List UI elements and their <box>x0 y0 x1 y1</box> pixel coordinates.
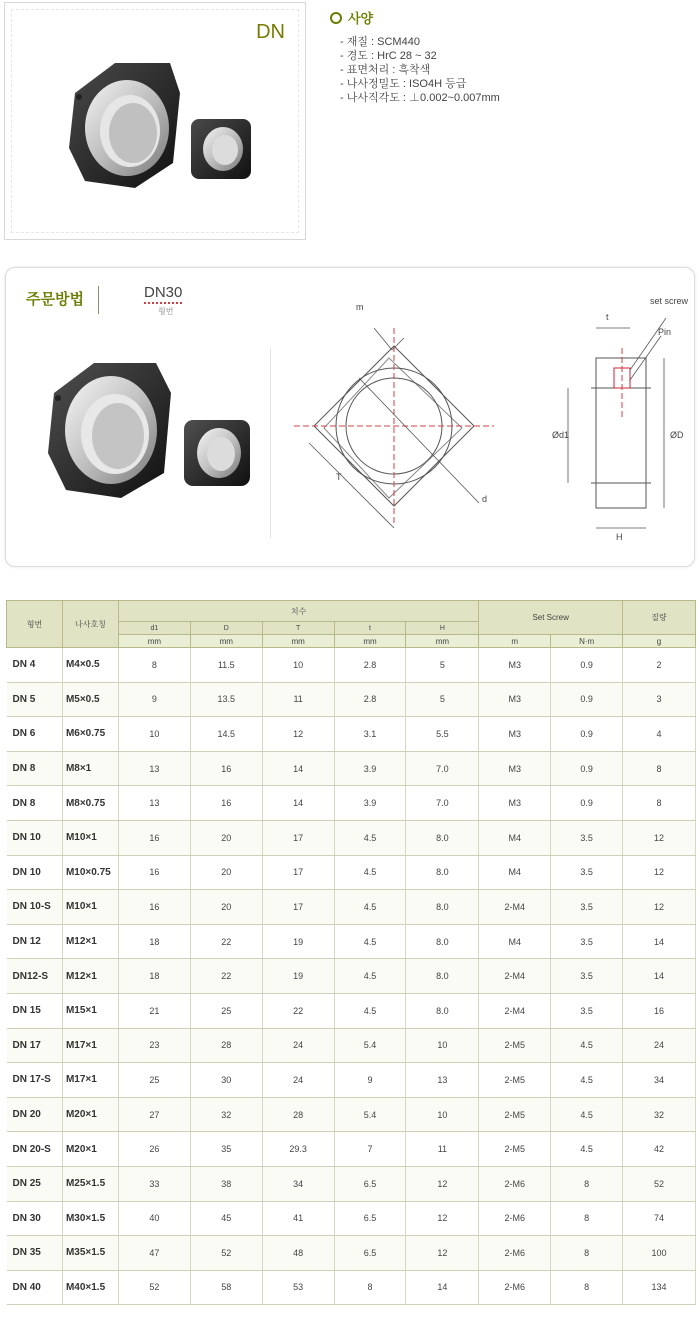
cell-T: 14 <box>262 786 334 821</box>
cell-torque: 3.5 <box>551 993 623 1028</box>
cell-D: 28 <box>190 1028 262 1063</box>
table-row <box>7 1236 696 1271</box>
cell-T: 28 <box>262 1097 334 1132</box>
cell-mass: 42 <box>623 1132 696 1167</box>
order-code-caption: 형번 <box>158 307 174 316</box>
label-set-screw: set screw <box>650 296 689 306</box>
cell-t: 8 <box>334 1270 406 1305</box>
cell-torque: 8 <box>551 1166 623 1201</box>
cell-model: DN 30 <box>7 1201 63 1236</box>
cell-T: 29.3 <box>262 1132 334 1167</box>
cell-D: 13.5 <box>190 682 262 717</box>
circle-bullet-icon <box>330 12 342 24</box>
cell-thread: M10×1 <box>62 890 118 925</box>
table-row <box>7 717 696 752</box>
cell-H: 5 <box>406 682 479 717</box>
spec-heading <box>330 8 690 27</box>
cell-screw-size: 2-M5 <box>479 1063 551 1098</box>
cell-screw-size: 2-M4 <box>479 959 551 994</box>
cell-t: 9 <box>334 1063 406 1098</box>
cell-D: 25 <box>190 993 262 1028</box>
cell-thread: M40×1.5 <box>62 1270 118 1305</box>
cell-H: 11 <box>406 1132 479 1167</box>
cell-t: 2.8 <box>334 648 406 683</box>
cell-H: 14 <box>406 1270 479 1305</box>
cell-H: 13 <box>406 1063 479 1098</box>
cell-mass: 12 <box>623 890 696 925</box>
table-row <box>7 1270 696 1305</box>
cell-torque: 8 <box>551 1270 623 1305</box>
cell-d1: 16 <box>118 855 190 890</box>
cell-mass: 2 <box>623 648 696 683</box>
cell-D: 22 <box>190 924 262 959</box>
unit-mass: g <box>623 635 696 648</box>
cell-d1: 16 <box>118 890 190 925</box>
cell-D: 35 <box>190 1132 262 1167</box>
cell-screw-size: M4 <box>479 855 551 890</box>
unit-H: mm <box>406 635 479 648</box>
cell-D: 16 <box>190 786 262 821</box>
header-mass: 질량 <box>623 601 696 635</box>
cell-T: 34 <box>262 1166 334 1201</box>
product-title: DN <box>256 21 285 43</box>
cell-torque: 4.5 <box>551 1132 623 1167</box>
cell-d1: 40 <box>118 1201 190 1236</box>
spec-item-material: - 재질 : SCM440 <box>340 35 690 49</box>
cell-screw-size: M3 <box>479 717 551 752</box>
cell-mass: 12 <box>623 820 696 855</box>
cell-t: 3.9 <box>334 751 406 786</box>
cell-model: DN 20-S <box>7 1132 63 1167</box>
cell-mass: 24 <box>623 1028 696 1063</box>
cell-screw-size: M3 <box>479 786 551 821</box>
cell-D: 22 <box>190 959 262 994</box>
spec-table <box>6 600 696 1305</box>
product-image-box <box>4 2 306 240</box>
cell-t: 6.5 <box>334 1201 406 1236</box>
cell-screw-size: M3 <box>479 648 551 683</box>
subheader-D: D <box>190 622 262 635</box>
order-method-box <box>5 267 695 567</box>
drawing-divider <box>270 348 271 538</box>
cell-mass: 100 <box>623 1236 696 1271</box>
cell-model: DN 25 <box>7 1166 63 1201</box>
cell-screw-size: 2-M5 <box>479 1132 551 1167</box>
cell-T: 24 <box>262 1028 334 1063</box>
cell-D: 52 <box>190 1236 262 1271</box>
cell-D: 30 <box>190 1063 262 1098</box>
cell-screw-size: 2-M5 <box>479 1097 551 1132</box>
cell-thread: M4×0.5 <box>62 648 118 683</box>
cell-H: 12 <box>406 1236 479 1271</box>
cell-torque: 0.9 <box>551 682 623 717</box>
cell-thread: M10×1 <box>62 820 118 855</box>
cell-thread: M25×1.5 <box>62 1166 118 1201</box>
header-dimensions: 치수 <box>118 601 478 622</box>
cell-T: 11 <box>262 682 334 717</box>
spec-list <box>340 35 690 105</box>
cell-d1: 21 <box>118 993 190 1028</box>
front-view-drawing <box>274 288 514 558</box>
cell-torque: 0.9 <box>551 717 623 752</box>
cell-d1: 18 <box>118 924 190 959</box>
cell-thread: M12×1 <box>62 924 118 959</box>
label-d1: Ød1 <box>552 430 570 440</box>
cell-d1: 13 <box>118 751 190 786</box>
cell-thread: M17×1 <box>62 1028 118 1063</box>
cell-thread: M10×0.75 <box>62 855 118 890</box>
subheader-H: H <box>406 622 479 635</box>
table-row <box>7 1132 696 1167</box>
cell-t: 4.5 <box>334 993 406 1028</box>
cell-d1: 23 <box>118 1028 190 1063</box>
cell-d1: 27 <box>118 1097 190 1132</box>
cell-d1: 52 <box>118 1270 190 1305</box>
cell-t: 3.1 <box>334 717 406 752</box>
cell-H: 7.0 <box>406 751 479 786</box>
cell-t: 6.5 <box>334 1236 406 1271</box>
cell-mass: 74 <box>623 1201 696 1236</box>
cell-thread: M8×0.75 <box>62 786 118 821</box>
subheader-t: t <box>334 622 406 635</box>
cell-D: 11.5 <box>190 648 262 683</box>
cell-screw-size: 2-M6 <box>479 1236 551 1271</box>
cell-mass: 14 <box>623 959 696 994</box>
spec-heading-text: 사양 <box>348 11 374 26</box>
table-row <box>7 855 696 890</box>
cell-t: 4.5 <box>334 855 406 890</box>
cell-D: 14.5 <box>190 717 262 752</box>
cell-t: 6.5 <box>334 1166 406 1201</box>
table-row <box>7 1166 696 1201</box>
cell-model: DN 35 <box>7 1236 63 1271</box>
cell-torque: 0.9 <box>551 786 623 821</box>
cell-H: 10 <box>406 1028 479 1063</box>
cell-model: DN12-S <box>7 959 63 994</box>
header-model: 형번 <box>7 601 63 648</box>
cell-mass: 8 <box>623 786 696 821</box>
cell-model: DN 15 <box>7 993 63 1028</box>
subheader-T: T <box>262 622 334 635</box>
cell-T: 17 <box>262 855 334 890</box>
cell-screw-size: M4 <box>479 820 551 855</box>
cell-D: 16 <box>190 751 262 786</box>
cell-t: 5.4 <box>334 1097 406 1132</box>
cell-mass: 12 <box>623 855 696 890</box>
cell-H: 12 <box>406 1201 479 1236</box>
table-row <box>7 993 696 1028</box>
cell-torque: 3.5 <box>551 855 623 890</box>
cell-mass: 4 <box>623 717 696 752</box>
spec-item-thread-precision: - 나사정밀도 : ISO4H 등급 <box>340 77 690 91</box>
cell-t: 4.5 <box>334 820 406 855</box>
table-row <box>7 924 696 959</box>
cell-torque: 4.5 <box>551 1097 623 1132</box>
cell-screw-size: 2-M4 <box>479 993 551 1028</box>
label-pin: Pin <box>658 327 672 337</box>
cell-D: 58 <box>190 1270 262 1305</box>
table-row <box>7 1028 696 1063</box>
cell-d1: 13 <box>118 786 190 821</box>
cell-t: 4.5 <box>334 959 406 994</box>
cell-model: DN 10 <box>7 855 63 890</box>
cell-T: 12 <box>262 717 334 752</box>
cell-model: DN 12 <box>7 924 63 959</box>
cell-screw-size: M3 <box>479 751 551 786</box>
cell-thread: M35×1.5 <box>62 1236 118 1271</box>
cell-t: 4.5 <box>334 890 406 925</box>
table-row <box>7 890 696 925</box>
cell-mass: 34 <box>623 1063 696 1098</box>
cell-torque: 0.9 <box>551 648 623 683</box>
cell-D: 20 <box>190 890 262 925</box>
cell-D: 45 <box>190 1201 262 1236</box>
cell-T: 24 <box>262 1063 334 1098</box>
cell-d1: 10 <box>118 717 190 752</box>
cell-thread: M15×1 <box>62 993 118 1028</box>
cell-model: DN 5 <box>7 682 63 717</box>
label-H: H <box>616 532 623 542</box>
cell-d1: 25 <box>118 1063 190 1098</box>
cell-H: 8.0 <box>406 820 479 855</box>
table-row <box>7 1097 696 1132</box>
spec-item-hardness: - 경도 : HrC 28 ~ 32 <box>340 49 690 63</box>
cell-model: DN 17 <box>7 1028 63 1063</box>
cell-torque: 3.5 <box>551 924 623 959</box>
header-set-screw: Set Screw <box>479 601 623 635</box>
cell-T: 19 <box>262 959 334 994</box>
spec-section <box>330 8 690 105</box>
cell-thread: M30×1.5 <box>62 1201 118 1236</box>
cell-d1: 47 <box>118 1236 190 1271</box>
cell-torque: 3.5 <box>551 820 623 855</box>
cell-H: 5.5 <box>406 717 479 752</box>
cell-d1: 9 <box>118 682 190 717</box>
cell-H: 10 <box>406 1097 479 1132</box>
cell-thread: M20×1 <box>62 1132 118 1167</box>
label-T: T <box>336 472 342 482</box>
cell-d1: 16 <box>118 820 190 855</box>
cell-mass: 14 <box>623 924 696 959</box>
cell-H: 8.0 <box>406 855 479 890</box>
cell-mass: 134 <box>623 1270 696 1305</box>
table-row <box>7 1201 696 1236</box>
unit-torque: N·m <box>551 635 623 648</box>
cell-screw-size: 2-M4 <box>479 890 551 925</box>
cell-screw-size: 2-M6 <box>479 1270 551 1305</box>
cell-H: 8.0 <box>406 993 479 1028</box>
cell-model: DN 8 <box>7 751 63 786</box>
cell-t: 7 <box>334 1132 406 1167</box>
cell-H: 8.0 <box>406 959 479 994</box>
label-D: ØD <box>670 430 684 440</box>
cell-d1: 18 <box>118 959 190 994</box>
cell-H: 8.0 <box>406 890 479 925</box>
cell-thread: M8×1 <box>62 751 118 786</box>
cell-T: 22 <box>262 993 334 1028</box>
lock-nut-photo-order <box>36 358 266 508</box>
cell-mass: 32 <box>623 1097 696 1132</box>
cell-T: 19 <box>262 924 334 959</box>
cell-model: DN 4 <box>7 648 63 683</box>
table-row <box>7 682 696 717</box>
cell-torque: 8 <box>551 1236 623 1271</box>
table-row <box>7 959 696 994</box>
table-row <box>7 751 696 786</box>
cell-t: 5.4 <box>334 1028 406 1063</box>
cell-t: 4.5 <box>334 924 406 959</box>
cell-model: DN 8 <box>7 786 63 821</box>
cell-model: DN 17-S <box>7 1063 63 1098</box>
cell-screw-size: M3 <box>479 682 551 717</box>
cell-t: 3.9 <box>334 786 406 821</box>
cell-screw-size: 2-M6 <box>479 1166 551 1201</box>
cell-model: DN 6 <box>7 717 63 752</box>
header-thread: 나사호칭 <box>62 601 118 648</box>
cell-D: 20 <box>190 820 262 855</box>
cell-T: 14 <box>262 751 334 786</box>
table-row <box>7 648 696 683</box>
unit-t: mm <box>334 635 406 648</box>
cell-T: 17 <box>262 890 334 925</box>
table-row <box>7 1063 696 1098</box>
unit-D: mm <box>190 635 262 648</box>
cell-thread: M12×1 <box>62 959 118 994</box>
spec-item-squareness: - 나사직각도 : ⊥0.002~0.007mm <box>340 91 690 105</box>
cell-screw-size: M4 <box>479 924 551 959</box>
cell-T: 48 <box>262 1236 334 1271</box>
cell-H: 8.0 <box>406 924 479 959</box>
cell-model: DN 10 <box>7 820 63 855</box>
cell-model: DN 10-S <box>7 890 63 925</box>
cell-D: 32 <box>190 1097 262 1132</box>
cell-thread: M20×1 <box>62 1097 118 1132</box>
cell-model: DN 40 <box>7 1270 63 1305</box>
table-row <box>7 820 696 855</box>
cell-torque: 3.5 <box>551 890 623 925</box>
lock-nut-photo <box>55 53 265 203</box>
cell-mass: 8 <box>623 751 696 786</box>
cell-thread: M5×0.5 <box>62 682 118 717</box>
title-divider <box>98 286 99 314</box>
cell-D: 20 <box>190 855 262 890</box>
cell-H: 5 <box>406 648 479 683</box>
cell-D: 38 <box>190 1166 262 1201</box>
cell-d1: 26 <box>118 1132 190 1167</box>
cell-torque: 8 <box>551 1201 623 1236</box>
cell-H: 7.0 <box>406 786 479 821</box>
label-d: d <box>482 494 488 504</box>
spec-item-surface: - 표면처리 : 흑착색 <box>340 63 690 77</box>
order-method-title: 주문방법 <box>26 291 84 308</box>
side-view-drawing <box>546 288 696 558</box>
label-t: t <box>606 312 609 322</box>
unit-screw-size: m <box>479 635 551 648</box>
cell-mass: 52 <box>623 1166 696 1201</box>
table-row <box>7 786 696 821</box>
subheader-d1: d1 <box>118 622 190 635</box>
cell-d1: 8 <box>118 648 190 683</box>
cell-torque: 3.5 <box>551 959 623 994</box>
cell-mass: 16 <box>623 993 696 1028</box>
spec-table-body <box>7 648 696 1305</box>
cell-mass: 3 <box>623 682 696 717</box>
unit-T: mm <box>262 635 334 648</box>
label-m: m <box>356 302 364 312</box>
unit-d1: mm <box>118 635 190 648</box>
cell-screw-size: 2-M6 <box>479 1201 551 1236</box>
cell-t: 2.8 <box>334 682 406 717</box>
cell-torque: 4.5 <box>551 1028 623 1063</box>
order-code: DN30 <box>144 284 182 304</box>
cell-torque: 4.5 <box>551 1063 623 1098</box>
cell-T: 41 <box>262 1201 334 1236</box>
cell-d1: 33 <box>118 1166 190 1201</box>
cell-torque: 0.9 <box>551 751 623 786</box>
cell-thread: M6×0.75 <box>62 717 118 752</box>
cell-model: DN 20 <box>7 1097 63 1132</box>
cell-H: 12 <box>406 1166 479 1201</box>
cell-T: 53 <box>262 1270 334 1305</box>
cell-thread: M17×1 <box>62 1063 118 1098</box>
cell-T: 17 <box>262 820 334 855</box>
cell-screw-size: 2-M5 <box>479 1028 551 1063</box>
cell-T: 10 <box>262 648 334 683</box>
